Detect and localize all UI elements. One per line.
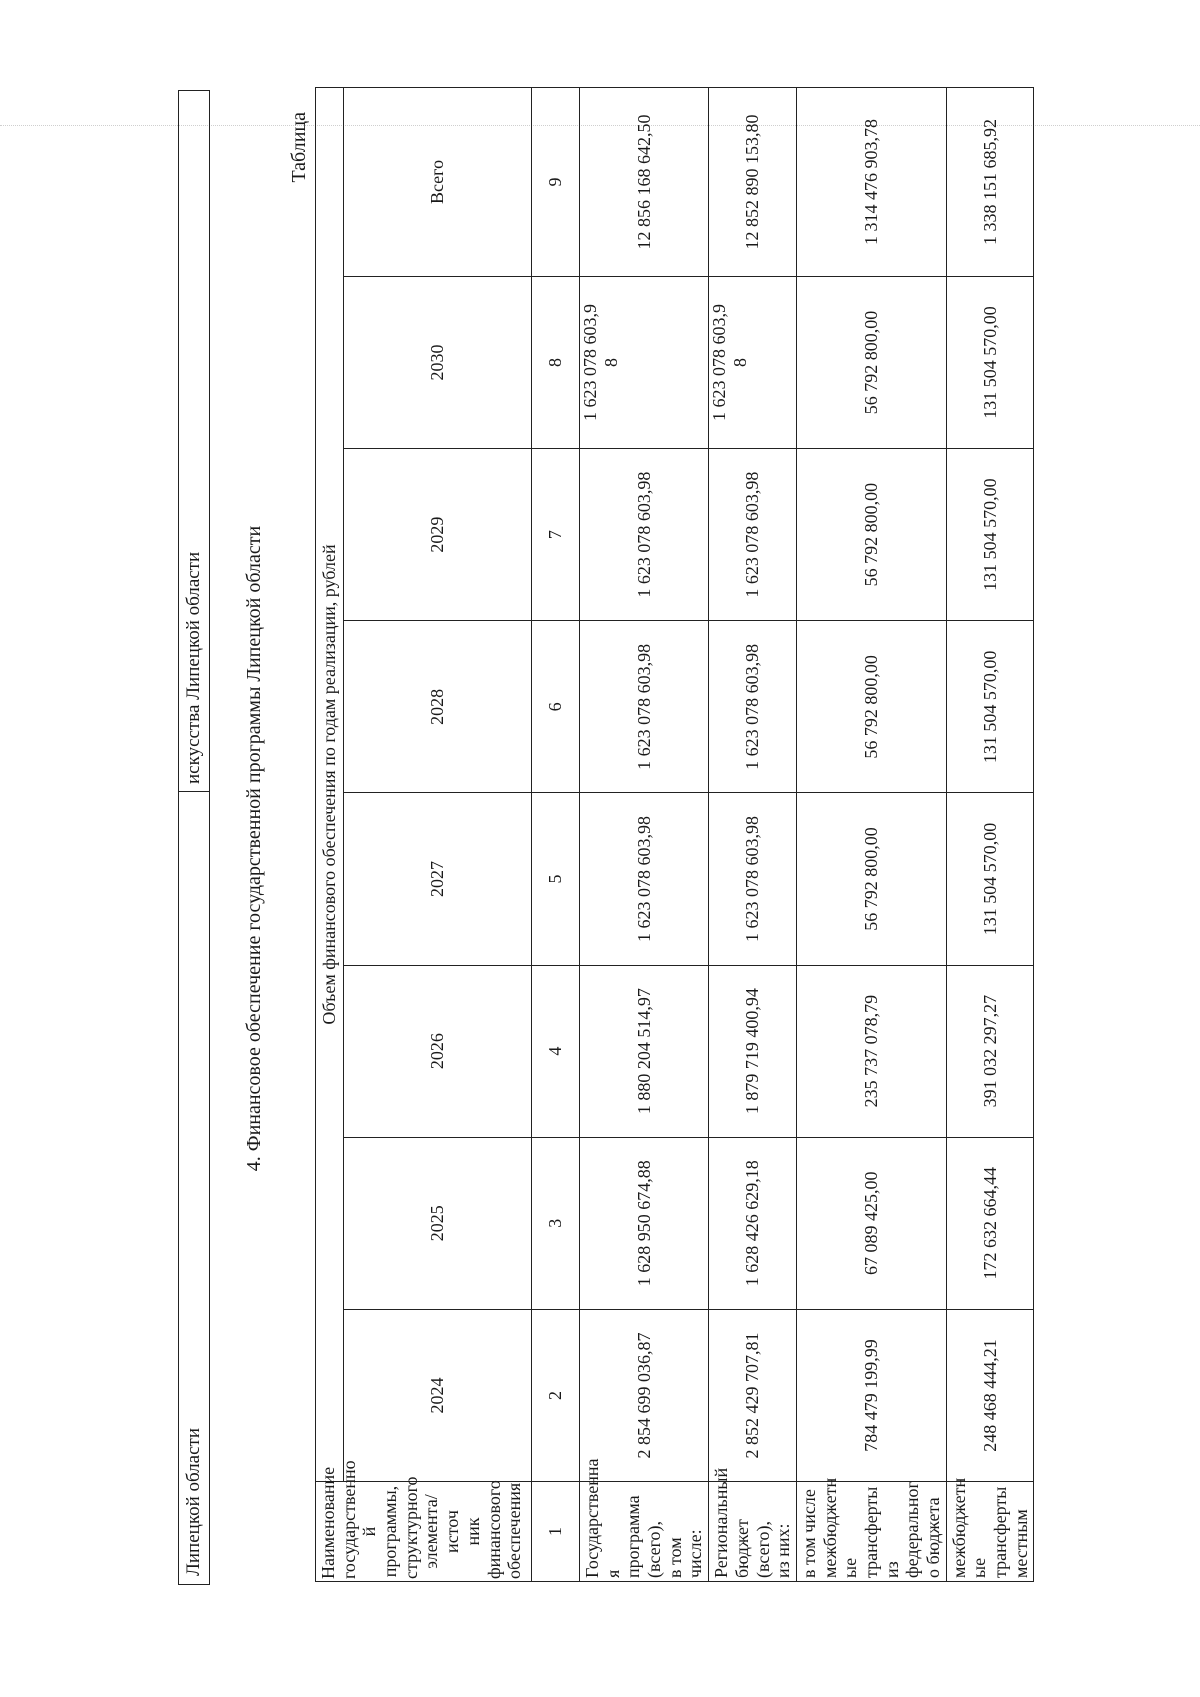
- value-cell: 1 623 078 603,98: [709, 793, 797, 965]
- row-name-line: трансферты: [990, 1486, 1011, 1578]
- value-cell: 12 856 168 642,50: [580, 88, 709, 277]
- row-name-line: (всего),: [644, 1520, 665, 1578]
- row-name-line: из: [881, 1561, 902, 1578]
- table-label: Таблица: [288, 112, 310, 183]
- year-header-cell: 2026: [344, 965, 532, 1137]
- column-number-cell: 2: [532, 1309, 580, 1481]
- column-number-cell: 1: [532, 1482, 580, 1582]
- row-name-line: о бюджета: [923, 1497, 943, 1578]
- row-name-line: межбюджетн: [819, 1477, 840, 1578]
- row-name-cell: [709, 1467, 797, 1582]
- value-cell: 1 623 078 603,98: [709, 449, 797, 621]
- row-name-line: местным: [1010, 1509, 1031, 1578]
- header-name-line: государственно: [338, 1460, 359, 1579]
- value-cell: 12 852 890 153,80: [709, 88, 797, 277]
- value-cell: 56 792 800,00: [796, 276, 946, 448]
- header-name-cell: [316, 1460, 532, 1582]
- value-cell: 1 628 950 674,88: [580, 1137, 709, 1309]
- value-cell: 56 792 800,00: [796, 793, 946, 965]
- value-cell: 1 623 078 603,98: [580, 449, 709, 621]
- value-cell: 1 628 426 629,18: [709, 1137, 797, 1309]
- column-number-cell: 9: [532, 88, 580, 277]
- value-cell: 1 880 204 514,97: [580, 965, 709, 1137]
- value-cell: 1 879 719 400,94: [709, 965, 797, 1137]
- value-cell: 235 737 078,79: [796, 965, 946, 1137]
- value-cell: 1 338 151 685,92: [946, 88, 1034, 277]
- value-cell: 248 468 444,21: [946, 1309, 1034, 1481]
- header-name-line: финансового: [483, 1480, 504, 1579]
- row-name-line: в том числе:: [664, 1529, 706, 1578]
- section-heading: 4. Финансовое обеспечение государственной программы Липецкой области: [243, 525, 265, 1172]
- table-row: [946, 88, 1034, 1582]
- header-name-line: й программы,: [359, 1485, 401, 1578]
- year-header-cell: 2027: [344, 793, 532, 965]
- column-number-cell: 7: [532, 449, 580, 621]
- value-cell: 391 032 297,27: [946, 965, 1034, 1137]
- value-cell: 56 792 800,00: [796, 621, 946, 793]
- row-name-cell: [796, 1477, 946, 1582]
- header-group-cell: Объем финансового обеспечения по годам реализации, рублей: [316, 88, 344, 1482]
- table-row: [796, 88, 946, 1582]
- row-name-line: федеральног: [902, 1481, 923, 1578]
- row-name-line: бюджет (всего),: [731, 1519, 773, 1578]
- header-name-line: элемента/источ: [421, 1494, 463, 1569]
- column-number-cell: 6: [532, 621, 580, 793]
- row-name-line: ые: [840, 1557, 861, 1578]
- row-name-line: Региональный: [711, 1467, 732, 1578]
- column-number-cell: 8: [532, 276, 580, 448]
- column-number-cell: 4: [532, 965, 580, 1137]
- fragment-divider: [179, 791, 209, 792]
- value-cell: 131 504 570,00: [946, 276, 1034, 448]
- year-header-cell: Всего: [344, 88, 532, 277]
- row-name-line: в том числе: [798, 1489, 819, 1578]
- value-cell: 784 479 199,99: [796, 1309, 946, 1481]
- row-name-line: я программа: [602, 1495, 644, 1578]
- table-row: [709, 88, 797, 1582]
- value-cell: 1 623 078 603,98: [580, 793, 709, 965]
- header-name-line: структурного: [400, 1476, 421, 1579]
- year-header-cell: 2029: [344, 449, 532, 621]
- row-name-line: межбюджетн: [948, 1477, 969, 1578]
- value-cell: 1 623 078 603,9 8: [709, 276, 797, 448]
- value-cell: 131 504 570,00: [946, 449, 1034, 621]
- previous-table-fragment: [178, 90, 210, 1585]
- row-name-cell: [580, 1458, 709, 1582]
- value-cell: 1 623 078 603,98: [709, 621, 797, 793]
- value-cell: 67 089 425,00: [796, 1137, 946, 1309]
- value-cell: 2 852 429 707,81: [709, 1309, 797, 1481]
- value-cell: 131 504 570,00: [946, 621, 1034, 793]
- row-name-cell: [946, 1477, 1034, 1582]
- column-number-cell: 3: [532, 1137, 580, 1309]
- value-cell: 172 632 664,44: [946, 1137, 1034, 1309]
- header-name-line: Наименование: [318, 1466, 338, 1579]
- value-cell: 1 314 476 903,78: [796, 88, 946, 277]
- row-name-line: трансферты: [860, 1486, 881, 1578]
- year-header-cell: 2025: [344, 1137, 532, 1309]
- header-name-line: ник: [462, 1517, 483, 1546]
- previous-fragment-left: Липецкой области: [183, 1427, 204, 1576]
- value-cell: 2 854 699 036,87: [580, 1309, 709, 1481]
- row-name-line: ые: [969, 1557, 990, 1578]
- year-header-cell: 2030: [344, 276, 532, 448]
- year-header-cell: 2028: [344, 621, 532, 793]
- row-name-line: из них:: [773, 1523, 794, 1578]
- value-cell: 1 623 078 603,98: [580, 621, 709, 793]
- value-cell: 131 504 570,00: [946, 793, 1034, 965]
- table-row: [580, 88, 709, 1582]
- header-name-line: обеспечения: [504, 1482, 525, 1579]
- value-cell: 1 623 078 603,9 8: [580, 276, 709, 448]
- value-cell: 56 792 800,00: [796, 449, 946, 621]
- financing-table: [315, 87, 1034, 1582]
- previous-fragment-right: искусства Липецкой области: [183, 551, 204, 784]
- column-number-cell: 5: [532, 793, 580, 965]
- row-name-line: Государственна: [582, 1458, 602, 1578]
- year-header-cell: 2024: [344, 1309, 532, 1481]
